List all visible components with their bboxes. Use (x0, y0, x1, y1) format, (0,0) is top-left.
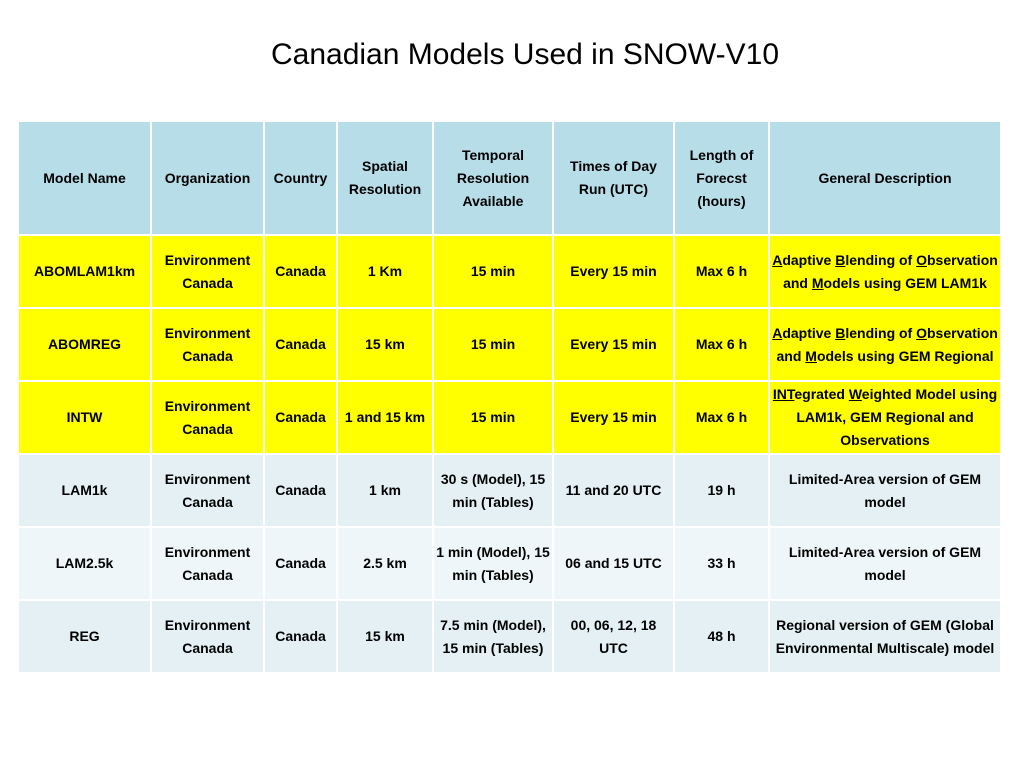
cell-temporal-resolution: 30 s (Model), 15 min (Tables) (433, 454, 553, 527)
description-underlined-segment: O (916, 324, 927, 341)
header-temporal-resolution: Temporal Resolution Available (433, 121, 553, 235)
cell-times-of-day-run: 06 and 15 UTC (553, 527, 674, 600)
cell-general-description (769, 454, 1001, 527)
cell-model-name: LAM2.5k (18, 527, 151, 600)
header-length-of-forecast: Length of Forecst (hours) (674, 121, 769, 235)
description-segment: Limited-Area version of GEM model (788, 543, 982, 583)
cell-temporal-resolution: 15 min (433, 308, 553, 381)
cell-temporal-resolution: 15 min (433, 235, 553, 308)
cell-length-of-forecast: Max 6 h (674, 235, 769, 308)
cell-organization: Environment Canada (151, 308, 264, 381)
cell-length-of-forecast: 19 h (674, 454, 769, 527)
cell-times-of-day-run: Every 15 min (553, 381, 674, 454)
cell-organization: Environment Canada (151, 235, 264, 308)
description-segment: Limited-Area version of GEM model (788, 470, 982, 510)
header-general-description: General Description (769, 121, 1001, 235)
cell-times-of-day-run: Every 15 min (553, 308, 674, 381)
header-row (18, 121, 1001, 235)
table-row (18, 527, 1001, 600)
table-row (18, 235, 1001, 308)
cell-length-of-forecast: 48 h (674, 600, 769, 673)
header-organization: Organization (151, 121, 264, 235)
cell-length-of-forecast: 33 h (674, 527, 769, 600)
header-model-name: Model Name (18, 121, 151, 235)
description-segment: bservation and (783, 251, 998, 291)
description-underlined-segment: M (805, 347, 817, 364)
description-segment: odels using GEM Regional (816, 347, 994, 364)
cell-length-of-forecast: Max 6 h (674, 308, 769, 381)
description-segment: eighted Model using LAM1k, GEM Regional and Observations (796, 386, 998, 448)
cell-model-name: INTW (18, 381, 151, 454)
cell-general-description (769, 527, 1001, 600)
description-underlined-segment: INT (772, 386, 795, 402)
cell-temporal-resolution: 15 min (433, 381, 553, 454)
cell-model-name: ABOMLAM1km (18, 235, 151, 308)
description-underlined-segment: W (848, 386, 862, 402)
header-spatial-resolution: Spatial Resolution (337, 121, 433, 235)
cell-general-description (769, 235, 1001, 308)
cell-spatial-resolution: 1 Km (337, 235, 433, 308)
cell-country: Canada (264, 600, 337, 673)
cell-spatial-resolution: 1 and 15 km (337, 381, 433, 454)
description-underlined-segment: A (772, 324, 783, 341)
cell-spatial-resolution: 1 km (337, 454, 433, 527)
cell-temporal-resolution: 1 min (Model), 15 min (Tables) (433, 527, 553, 600)
header-times-of-day-run: Times of Day Run (UTC) (553, 121, 674, 235)
slide-title: Canadian Models Used in SNOW-V10 (270, 38, 780, 71)
table-body (18, 235, 1001, 673)
description-underlined-segment: B (835, 324, 846, 341)
cell-times-of-day-run: Every 15 min (553, 235, 674, 308)
cell-organization: Environment Canada (151, 600, 264, 673)
cell-country: Canada (264, 235, 337, 308)
cell-spatial-resolution: 15 km (337, 308, 433, 381)
description-segment: Regional version of GEM (Global Environmental Multiscale) model (775, 616, 995, 656)
cell-times-of-day-run: 00, 06, 12, 18 UTC (553, 600, 674, 673)
table-row (18, 600, 1001, 673)
cell-temporal-resolution: 7.5 min (Model), 15 min (Tables) (433, 600, 553, 673)
cell-country: Canada (264, 381, 337, 454)
cell-general-description (769, 308, 1001, 381)
cell-times-of-day-run: 11 and 20 UTC (553, 454, 674, 527)
header-country: Country (264, 121, 337, 235)
cell-spatial-resolution: 15 km (337, 600, 433, 673)
cell-organization: Environment Canada (151, 454, 264, 527)
table-header (18, 121, 1001, 235)
cell-country: Canada (264, 454, 337, 527)
description-underlined-segment: B (835, 251, 846, 268)
cell-model-name: REG (18, 600, 151, 673)
cell-country: Canada (264, 527, 337, 600)
table-row (18, 454, 1001, 527)
models-table (17, 120, 1002, 674)
table-row (18, 381, 1001, 454)
description-underlined-segment: M (811, 274, 824, 291)
cell-model-name: LAM1k (18, 454, 151, 527)
cell-country: Canada (264, 308, 337, 381)
cell-general-description (769, 600, 1001, 673)
cell-general-description (769, 381, 1001, 454)
cell-organization: Environment Canada (151, 527, 264, 600)
table-row (18, 308, 1001, 381)
description-segment: lending of (845, 251, 917, 268)
cell-model-name: ABOMREG (18, 308, 151, 381)
cell-length-of-forecast: Max 6 h (674, 381, 769, 454)
description-segment: egrated (794, 386, 849, 402)
description-segment: bservation and (776, 324, 998, 364)
description-underlined-segment: A (772, 251, 783, 268)
description-segment: daptive (782, 251, 836, 268)
description-segment: daptive (782, 324, 836, 341)
description-segment: odels using GEM LAM1k (823, 274, 987, 291)
cell-organization: Environment Canada (151, 381, 264, 454)
cell-spatial-resolution: 2.5 km (337, 527, 433, 600)
description-segment: lending of (845, 324, 917, 341)
description-underlined-segment: O (916, 251, 927, 268)
